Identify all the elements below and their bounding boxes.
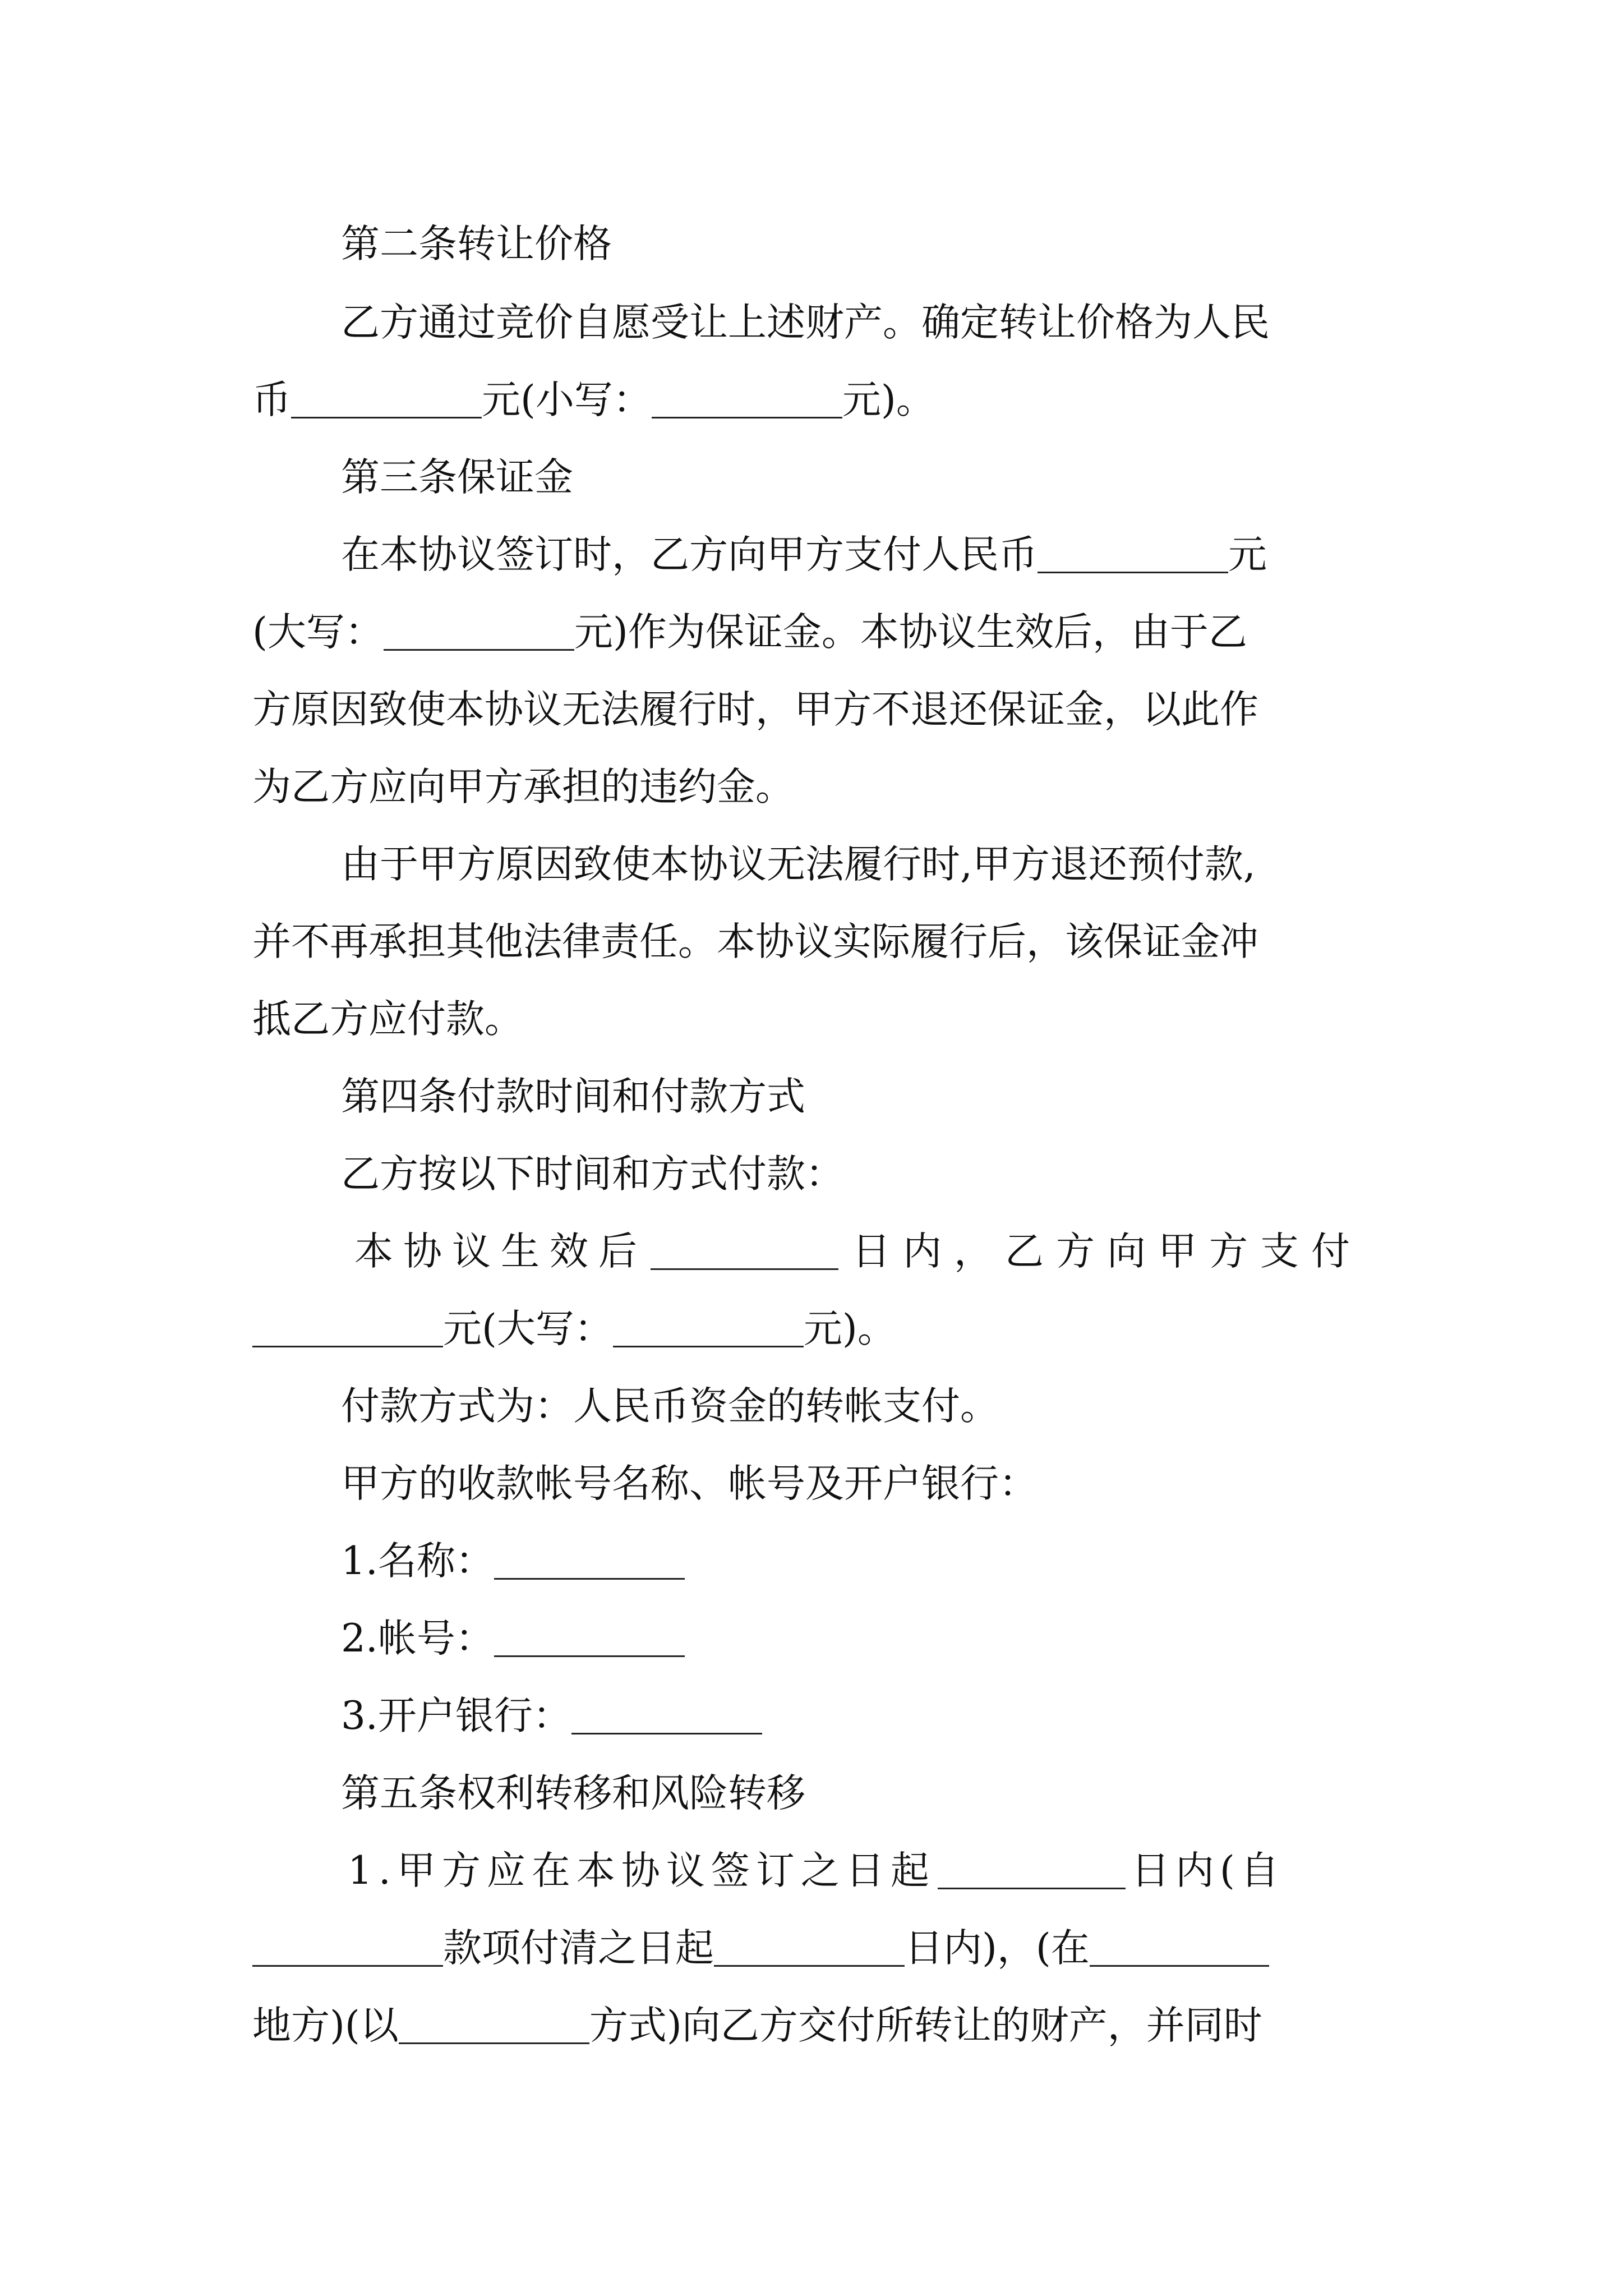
article-3-paragraph-2-line-3: 抵乙方应付款。 (252, 996, 523, 1042)
article-3-paragraph-1-line-3: 方原因致使本协议无法履行时，甲方不退还保证金，以此作 (252, 687, 1258, 732)
article-5-title: 第五条权利转移和风险转移 (341, 1770, 805, 1816)
blank-field-deposit-uppercase[interactable] (384, 649, 574, 651)
blank-field-account-number[interactable] (494, 1655, 685, 1657)
article-4-paragraph-4: 甲方的收款帐号名称、帐号及开户银行： (341, 1461, 1038, 1506)
article-2-paragraph-line-2: 币 元(小写： 元)。 (252, 377, 935, 422)
blank-field-delivery-days[interactable] (938, 1888, 1126, 1889)
blank-field-delivery-method[interactable] (399, 2042, 589, 2044)
blank-field-account-name[interactable] (494, 1578, 685, 1580)
blank-field-deposit-amount[interactable] (1038, 572, 1228, 573)
blank-field-from-date[interactable] (252, 1965, 443, 1967)
article-3-paragraph-1-line-4: 为乙方应向甲方承担的违约金。 (252, 764, 794, 809)
blank-field-delivery-place[interactable] (1090, 1965, 1269, 1967)
article-4-paragraph-2-line-2: 元(大写： 元)。 (252, 1304, 1391, 1354)
article-2-paragraph-line-1: 乙方通过竞价自愿受让上述财产。确定转让价格为人民 (341, 300, 1270, 345)
blank-field-bank-name[interactable] (571, 1733, 762, 1734)
article-5-paragraph-1-line-1: 1.甲方应在本协议签订之日起 日内(自 (348, 1848, 1285, 1893)
blank-field-payment-days[interactable] (651, 1268, 838, 1270)
article-3-paragraph-2-line-2: 并不再承担其他法律责任。本协议实际履行后，该保证金冲 (252, 919, 1258, 964)
blank-field-settlement-days[interactable] (714, 1965, 905, 1967)
article-5-paragraph-1-line-3: 地方)(以 方式)向乙方交付所转让的财产，并同时 (252, 2003, 1262, 2048)
account-name-item: 1.名称： (341, 1536, 1391, 1586)
blank-field-price[interactable] (291, 417, 482, 418)
bank-name-item: 3.开户银行： (341, 1691, 1391, 1741)
article-5-paragraph-1-line-2: 款项付清之日起 日内)，(在 (252, 1923, 1391, 1973)
article-3-title: 第三条保证金 (341, 454, 573, 500)
article-4-paragraph-2-line-1: 本协议生效后 日内，乙方向甲方支付 (354, 1228, 1362, 1274)
article-3-paragraph-1-line-1: 在本协议签订时，乙方向甲方支付人民币 元 (341, 532, 1267, 577)
blank-field-payment-amount[interactable] (252, 1346, 443, 1347)
article-4-paragraph-1: 乙方按以下时间和方式付款： (341, 1151, 844, 1197)
blank-field-payment-uppercase[interactable] (613, 1346, 804, 1347)
article-4-title: 第四条付款时间和付款方式 (341, 1074, 805, 1119)
article-3-paragraph-2-line-1: 由于甲方原因致使本协议无法履行时,甲方退还预付款, (341, 841, 1256, 887)
account-number-item: 2.帐号： (341, 1613, 1391, 1664)
article-4-paragraph-3: 付款方式为：人民币资金的转帐支付。 (341, 1383, 999, 1429)
article-2-title: 第二条转让价格 (341, 221, 612, 266)
article-3-paragraph-1-line-2: (大写： 元)作为保证金。本协议生效后，由于乙 (252, 609, 1247, 655)
blank-field-price-lowercase[interactable] (652, 417, 842, 418)
